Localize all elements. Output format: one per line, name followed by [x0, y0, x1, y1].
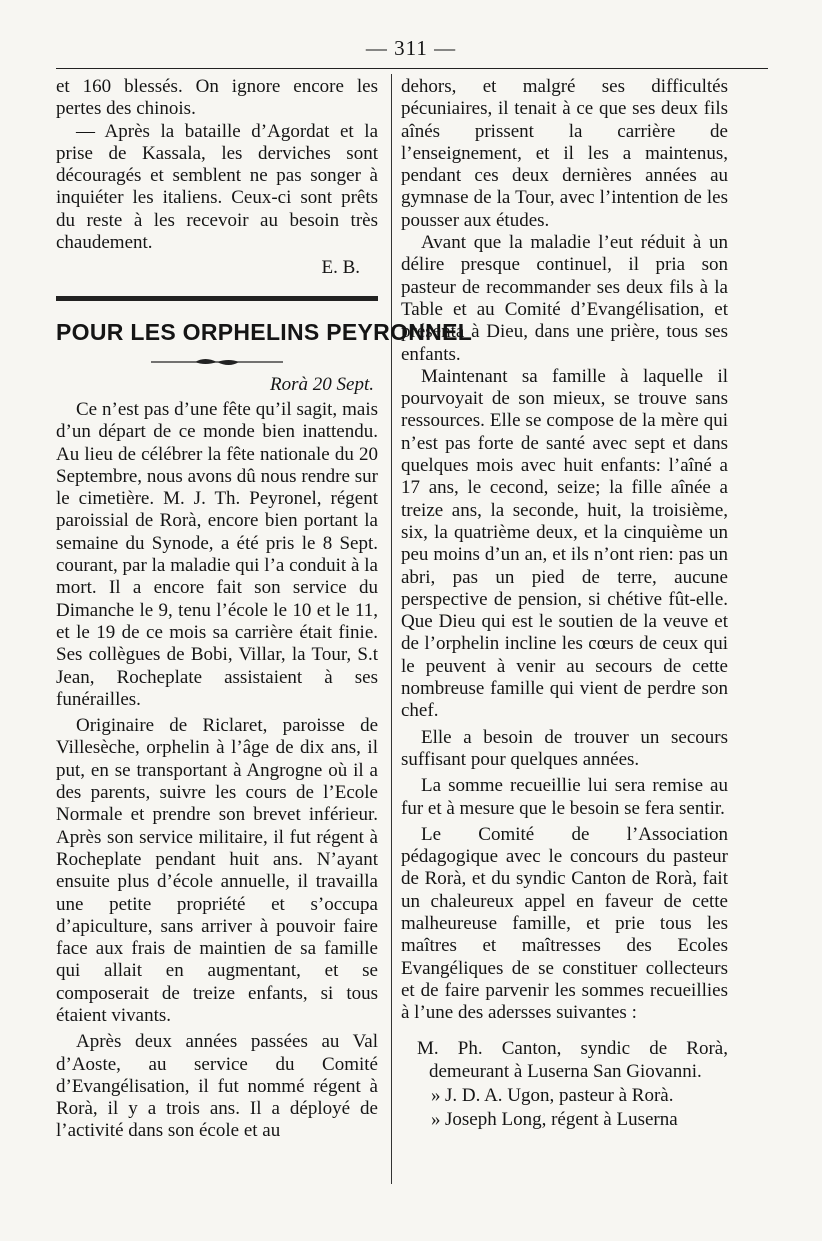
agordat-paragraph: — Après la bataille d’Agordat et la prise de Kassala, les derviches sont découragés et semblent ne pas songer à inquiéter les italiens. Ceux-ci sont prêts du reste à les recevoir au besoin très chaudement. — [56, 120, 378, 254]
section-separator — [56, 296, 378, 301]
sum-paragraph: La somme recueillie lui sera remise au fur et à mesure que le besoin se fera sentir. — [401, 775, 728, 819]
left-top-paragraph: et 160 blessés. On ignore encore les pertes des chinois. — [56, 76, 378, 120]
death-notice-paragraph: Ce n’est pas d’une fête qu’il sagit, mais d’un départ de ce monde bien inattendu. Au lieu de célébrer la fête nationale du 20 Septembre, nous avons dû nous rendre sur le cimetière. M. J. Th. Peyronel, régent paroissial de Rorà, encore bien portant la semaine du Synode, a été pris le 8 Sept. courant, par la maladie qui l’a conduit à la mort. Il a encore fait son service du Dimanche le 9, tenu l’école le 10 et le 11, et le 19 de ce mois sa carrière était finie. Ses collègues de Bobi, Villar, la Tour, S.t Jean, Rocheplate assistaient à ses funérailles. — [56, 398, 378, 710]
continuation-paragraph: dehors, et malgré ses difficultés pécuniaires, il tenait à ce que ses deux fils aînés prissent la carrière de l’enseignement, et il les a maintenus, pendant ces deux dernières années au gymnase de la Tour, avec l’intention de les pousser aux études. — [401, 76, 728, 231]
ditto-mark: » — [431, 1085, 441, 1107]
aoste-paragraph: Après deux années passées au Val d’Aoste, au service du Comité d’Evangélisation, il fut nommé régent à Rorà, il y a trois ans. Il a déployé de l’activité dans son école et au — [56, 1031, 378, 1142]
author-signature: E. B. — [321, 257, 360, 279]
article-heading: POUR LES ORPHELINS PEYRONNEL — [56, 318, 473, 345]
dateline: Rorà 20 Sept. — [270, 373, 374, 395]
prayer-paragraph: Avant que la maladie l’eut réduit à un délire presque continuel, il pria son pasteur de recommander ses deux fils à la Table et au Comité d’Evangélisation, et présenta à Dieu, dans une prière, tous ses enfants. — [401, 232, 728, 365]
ornament-divider-icon — [147, 356, 287, 368]
biography-paragraph: Originaire de Riclaret, paroisse de Villesèche, orphelin à l’âge de dix ans, il put, en se transportant à Angrogne où il a des parents, suivre les cours de l’Ecole Normale et prendre son brevet inférieur. Après son service militaire, il fut régent à Rocheplate pendant huit ans. N’ayant ensuite plus d’école annuelle, il travailla une petite propriété et s’occupa d’apiculture, sans arriver à pouvoir faire face aux frais de maintien de sa famille qui allait en augmentant, et se composerait de treize enfants, si tous étaient vivants. — [56, 715, 378, 1026]
ditto-mark: » — [431, 1109, 441, 1131]
page-number: — 311 — — [365, 36, 457, 60]
address-long — [401, 1109, 728, 1131]
address-long-text: Joseph Long, régent à Luserna — [445, 1109, 678, 1131]
address-canton: M. Ph. Canton, syndic de Rorà, demeurant à Luserna San Giovanni. — [417, 1038, 728, 1082]
column-divider — [391, 74, 392, 1184]
appeal-paragraph: Le Comité de l’Association pédagogique avec le concours du pasteur de Rorà, et du syndic Canton de Rorà, fait un chaleureux appel en faveur de cette malheureuse famille, et prie tous les maîtres et maîtresses des Ecoles Evangéliques de se constituer collecteurs et de faire parvenir les sommes recueillies à l’une des adersses suivantes : — [401, 823, 728, 1024]
address-ugon-text: J. D. A. Ugon, pasteur à Rorà. — [445, 1085, 674, 1107]
family-paragraph: Maintenant sa famille à laquelle il pourvoyait de son mieux, se trouve sans ressources. Elle se compose de la mère qui n’est pas forte de santé avec sept et dans quelques mois avec huit enfants: l’aîné a 17 ans, le cecond, seize; la fille aînée a treize ans, la seconde, huit, la troisième, six, la quatrième deux, et la cinquième un peu moins d’un an, et ils n’ont rien: pas un abri, pas un pied de terre, aucune perspective de pension, si chétive fût-elle. Que Dieu qui est le soutien de la veuve et de l’orphelin incline les cœurs de ceux qui le peuvent à venir au secours de cette nombreuse famille qui vient de perdre son chef. — [401, 365, 728, 722]
header-rule — [56, 68, 768, 69]
left-column — [56, 76, 473, 1143]
address-ugon — [401, 1085, 728, 1107]
right-column — [401, 76, 728, 1132]
need-paragraph: Elle a besoin de trouver un secours suffisant pour quelques années. — [401, 726, 728, 770]
